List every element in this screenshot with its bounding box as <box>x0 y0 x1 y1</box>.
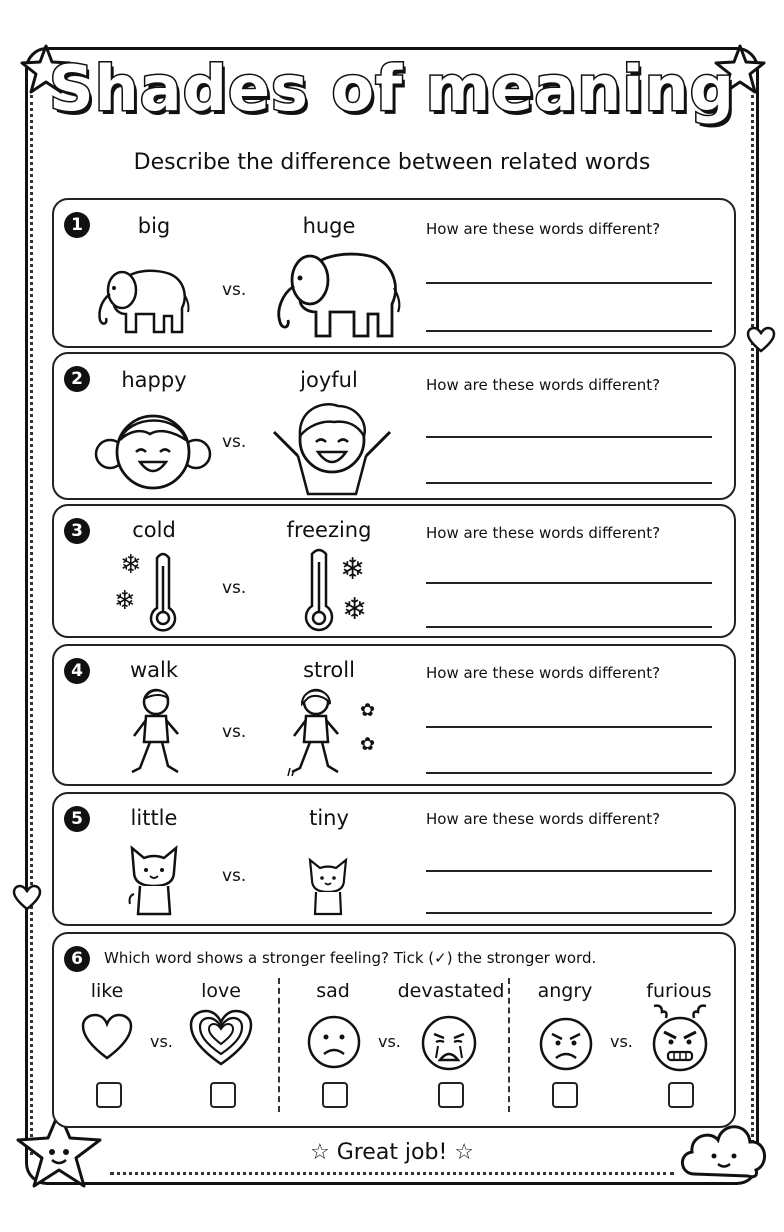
item-number: 6 <box>64 946 90 972</box>
elephant-icon <box>92 264 192 336</box>
exercise-card-1 <box>52 198 736 348</box>
question: How are these words different? <box>426 664 661 682</box>
answer-line[interactable] <box>426 436 712 438</box>
vs-label: vs. <box>222 280 247 300</box>
footer <box>0 1140 784 1165</box>
snowflake-icon: ❄ <box>340 552 366 587</box>
dotted-border-right <box>751 95 754 1155</box>
checkbox-sad[interactable] <box>322 1082 348 1108</box>
word-furious: furious <box>646 980 712 1002</box>
item-number: 5 <box>64 806 90 832</box>
answer-line[interactable] <box>426 626 712 628</box>
exercise-card-3 <box>52 504 736 638</box>
answer-line[interactable] <box>426 482 712 484</box>
furious-face-icon <box>648 1002 712 1074</box>
dotted-border-left <box>30 95 33 1155</box>
kitten-icon <box>306 856 350 918</box>
joyful-child-icon <box>268 396 396 496</box>
question: How are these words different? <box>426 524 661 542</box>
word-2: freezing <box>286 518 372 542</box>
word-1: cold <box>132 518 176 542</box>
heart-icon <box>12 884 42 912</box>
dotted-border-bottom <box>110 1172 674 1175</box>
vs-label: vs. <box>222 432 247 452</box>
walking-child-icon <box>128 686 184 780</box>
item-number: 1 <box>64 212 90 238</box>
snowflake-icon: ❄ <box>342 592 368 627</box>
star-icon: ☆ <box>309 1140 330 1165</box>
thermometer-icon <box>148 550 178 634</box>
word-sad: sad <box>316 980 350 1002</box>
child-face-icon <box>94 404 212 494</box>
word-like: like <box>90 980 124 1002</box>
answer-line[interactable] <box>426 772 712 774</box>
vs-label: vs. <box>222 866 247 886</box>
word-1: walk <box>129 658 179 682</box>
sad-face-icon <box>306 1014 362 1070</box>
vs-label: vs. <box>610 1032 633 1051</box>
word-love: love <box>201 980 241 1002</box>
exercise-card-6 <box>52 932 736 1128</box>
answer-line[interactable] <box>426 912 712 914</box>
word-angry: angry <box>537 980 593 1002</box>
answer-line[interactable] <box>426 282 712 284</box>
page-subtitle: Describe the difference between related words <box>133 150 651 175</box>
item-number: 2 <box>64 366 90 392</box>
star-icon: ☆ <box>454 1140 475 1165</box>
word-devastated: devastated <box>397 980 505 1002</box>
vs-label: vs. <box>150 1032 173 1051</box>
answer-line[interactable] <box>426 582 712 584</box>
vs-label: vs. <box>222 578 247 598</box>
angry-face-icon <box>538 1016 594 1072</box>
vs-label: vs. <box>378 1032 401 1051</box>
answer-line[interactable] <box>426 726 712 728</box>
item-number: 4 <box>64 658 90 684</box>
thermometer-icon <box>302 546 336 634</box>
exercise-card-5 <box>52 792 736 926</box>
vs-label: vs. <box>222 722 247 742</box>
item-number: 3 <box>64 518 90 544</box>
word-2: stroll <box>303 658 355 682</box>
question: How are these words different? <box>426 220 661 238</box>
word-1: happy <box>121 368 187 392</box>
answer-line[interactable] <box>426 330 712 332</box>
layered-heart-icon <box>188 1008 254 1068</box>
kitten-icon <box>126 842 182 918</box>
word-2: tiny <box>309 806 349 830</box>
word-1: little <box>130 806 178 830</box>
exercise-card-4 <box>52 644 736 786</box>
snowflake-icon: ❄ <box>120 550 142 580</box>
exercise-card-2 <box>52 352 736 500</box>
checkbox-devastated[interactable] <box>438 1082 464 1108</box>
checkbox-angry[interactable] <box>552 1082 578 1108</box>
question: How are these words different? <box>426 810 661 828</box>
footer-text: Great job! <box>336 1140 448 1165</box>
checkbox-love[interactable] <box>210 1082 236 1108</box>
crying-face-icon <box>420 1014 478 1072</box>
snowflake-icon: ❄ <box>114 586 136 616</box>
word-1: big <box>137 214 171 238</box>
word-2: huge <box>302 214 356 238</box>
page-title: Shades of meaning <box>48 52 736 125</box>
answer-line[interactable] <box>426 870 712 872</box>
word-2: joyful <box>300 368 358 392</box>
checkbox-like[interactable] <box>96 1082 122 1108</box>
section6-prompt: Which word shows a stronger feeling? Tick (✓) the stronger word. <box>104 949 597 967</box>
heart-icon <box>746 326 776 354</box>
question: How are these words different? <box>426 376 661 394</box>
flower-icon: ✿ <box>360 700 376 721</box>
flower-icon: ✿ <box>360 734 376 755</box>
checkbox-furious[interactable] <box>668 1082 694 1108</box>
heart-icon <box>80 1012 134 1062</box>
elephant-icon <box>270 248 406 340</box>
